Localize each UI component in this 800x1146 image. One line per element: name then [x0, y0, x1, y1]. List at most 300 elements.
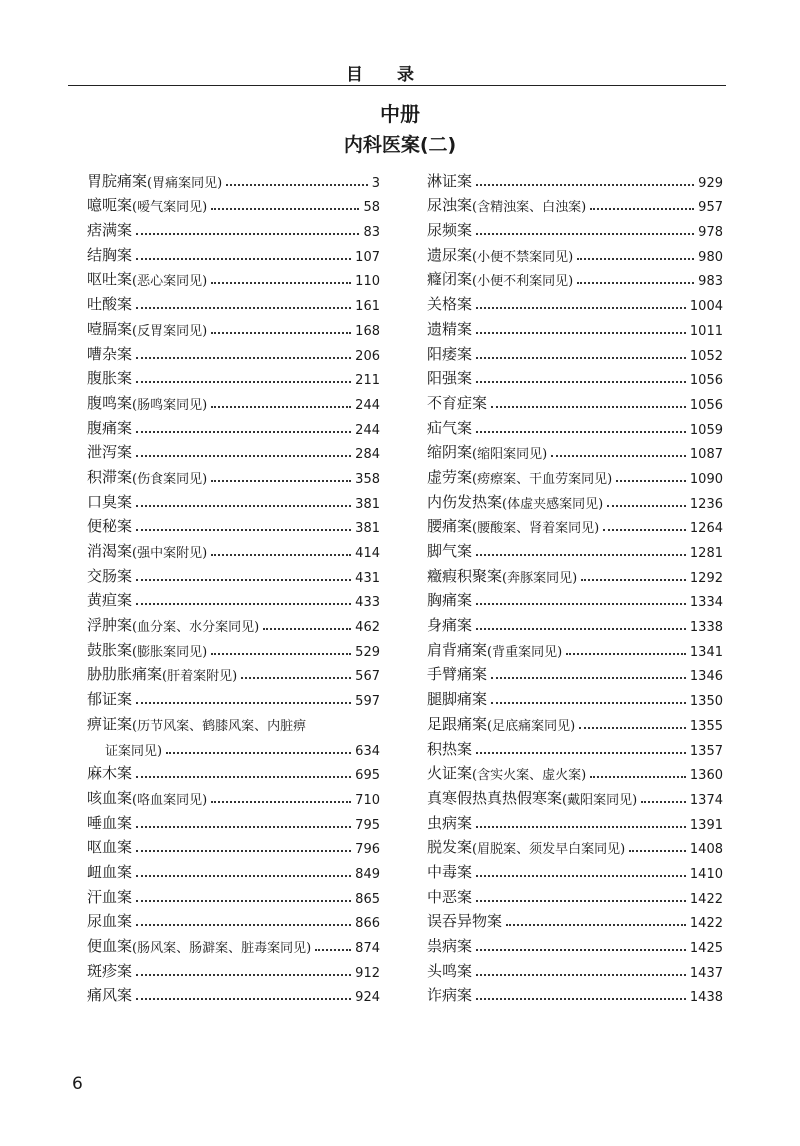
dot-leader — [476, 357, 686, 359]
entry-page-number: 1292 — [689, 570, 723, 586]
toc-entry — [427, 833, 723, 858]
toc-entry — [427, 265, 723, 290]
entry-page-number: 1056 — [689, 397, 723, 413]
dot-leader — [136, 998, 351, 1000]
entry-page-number: 1338 — [689, 620, 723, 636]
dot-leader — [476, 431, 686, 433]
dot-leader — [211, 480, 351, 482]
toc-entry — [87, 166, 380, 191]
entry-title: 痛风案 — [87, 986, 133, 1005]
entry-page-number: 83 — [363, 225, 380, 241]
toc-entry — [427, 734, 723, 759]
dot-leader — [166, 752, 351, 754]
toc-entry — [427, 339, 723, 364]
entry-note: (眉脱案、须发早白案同见) — [472, 842, 626, 858]
entry-page-number: 1236 — [689, 496, 723, 512]
entry-page-number: 1350 — [689, 694, 723, 710]
toc-entry — [87, 512, 380, 537]
entry-page-number: 1391 — [689, 817, 723, 833]
dot-leader — [211, 653, 351, 655]
entry-note: (背重案同见) — [487, 644, 563, 660]
dot-leader — [136, 455, 351, 457]
entry-page-number: 1360 — [689, 768, 723, 784]
entry-title: 胃脘痛案 — [87, 171, 148, 190]
entry-page-number: 912 — [355, 965, 380, 981]
entry-title: 衄血案 — [87, 862, 133, 881]
toc-entry — [87, 907, 380, 932]
entry-title: 腹痛案 — [87, 418, 133, 437]
entry-title: 结胸案 — [87, 245, 133, 264]
toc-left-column — [87, 166, 380, 1005]
dot-leader — [136, 307, 351, 309]
entry-title: 噎膈案 — [87, 319, 133, 338]
entry-title: 尿频案 — [427, 221, 473, 240]
toc-entry — [87, 610, 380, 635]
toc-entry — [427, 907, 723, 932]
entry-page-number: 1437 — [689, 965, 723, 981]
dot-leader — [476, 233, 694, 235]
toc-entry — [87, 586, 380, 611]
toc-entry — [427, 684, 723, 709]
entry-page-number: 1410 — [689, 866, 723, 882]
entry-page-number: 1090 — [689, 471, 723, 487]
entry-title: 误吞异物案 — [427, 912, 503, 931]
entry-page-number: 1408 — [689, 842, 723, 858]
entry-title: 斑疹案 — [87, 961, 133, 980]
entry-page-number: 284 — [355, 447, 380, 463]
entry-title: 交肠案 — [87, 566, 133, 585]
dot-leader — [211, 554, 351, 556]
toc-entry — [427, 314, 723, 339]
entry-page-number: 1059 — [689, 422, 723, 438]
dot-leader — [136, 924, 351, 926]
dot-leader — [136, 850, 351, 852]
toc-entry — [427, 783, 723, 808]
entry-title: 手臂痛案 — [427, 665, 488, 684]
dot-leader — [476, 554, 686, 556]
entry-page-number: 1011 — [689, 323, 723, 339]
dot-leader — [136, 776, 351, 778]
toc-entry — [87, 857, 380, 882]
dot-leader — [566, 653, 686, 655]
toc-entry — [427, 512, 723, 537]
toc-entry — [427, 759, 723, 784]
dot-leader — [590, 208, 694, 210]
page-number: 6 — [72, 1074, 83, 1094]
entry-page-number: 1334 — [689, 595, 723, 611]
entry-page-number: 597 — [355, 694, 380, 710]
section-title: 内科医案(二) — [343, 134, 457, 156]
entry-page-number: 244 — [355, 422, 380, 438]
dot-leader — [211, 801, 351, 803]
dot-leader — [476, 381, 686, 383]
dot-leader — [263, 628, 351, 630]
entry-title: 胸痛案 — [427, 591, 473, 610]
entry-page-number: 110 — [355, 274, 380, 290]
dot-leader — [579, 727, 686, 729]
entry-page-number: 634 — [355, 743, 380, 759]
entry-page-number: 849 — [355, 866, 380, 882]
entry-page-number: 381 — [355, 521, 380, 537]
toc-entry — [427, 462, 723, 487]
dot-leader — [641, 801, 686, 803]
entry-title: 身痛案 — [427, 616, 473, 635]
entry-title: 淋证案 — [427, 171, 473, 190]
dot-leader — [491, 406, 686, 408]
dot-leader — [491, 702, 686, 704]
entry-title: 癃闭案 — [427, 270, 473, 289]
toc-entry — [427, 586, 723, 611]
entry-title: 诈病案 — [427, 986, 473, 1005]
dot-leader — [211, 282, 351, 284]
dot-leader — [136, 826, 351, 828]
toc-entry — [427, 660, 723, 685]
dot-leader — [241, 677, 351, 679]
dot-leader — [577, 258, 694, 260]
dot-leader — [581, 579, 686, 581]
entry-title: 消渴案 — [87, 542, 133, 560]
entry-page-number: 924 — [355, 990, 380, 1006]
entry-page-number: 866 — [355, 916, 380, 932]
entry-page-number: 3 — [371, 175, 380, 191]
toc-entry — [427, 364, 723, 389]
entry-page-number: 1422 — [689, 916, 723, 932]
toc-right-column — [427, 166, 723, 1005]
dot-leader — [136, 357, 351, 359]
entry-title: 唾血案 — [87, 813, 133, 832]
entry-title: 祟病案 — [427, 937, 473, 955]
entry-title: 尿血案 — [87, 912, 133, 931]
toc-entry — [427, 956, 723, 981]
header-rule — [68, 85, 726, 86]
dot-leader — [476, 900, 686, 902]
dot-leader — [506, 924, 686, 926]
dot-leader — [211, 406, 351, 408]
dot-leader — [136, 875, 351, 877]
entry-note: (肝着案附见) — [162, 669, 238, 685]
dot-leader — [577, 282, 694, 284]
entry-page-number: 796 — [355, 842, 380, 858]
dot-leader — [226, 184, 368, 186]
entry-page-number: 980 — [698, 249, 723, 265]
entry-page-number: 1087 — [689, 447, 723, 463]
toc-entry — [427, 191, 723, 216]
toc-entry — [87, 833, 380, 858]
entry-title: 汗血案 — [87, 887, 133, 906]
toc-entry — [427, 857, 723, 882]
entry-title: 噫呃案 — [87, 196, 133, 215]
running-header: 目录 — [346, 65, 448, 85]
toc-entry — [427, 438, 723, 463]
entry-note: (奔豚案同见) — [502, 570, 578, 586]
entry-page-number: 1004 — [689, 299, 723, 315]
entry-title: 腰痛案 — [427, 517, 473, 536]
entry-title: 积热案 — [427, 739, 473, 758]
entry-title: 郁证案 — [87, 690, 133, 709]
toc-entry — [427, 215, 723, 240]
dot-leader — [476, 949, 686, 951]
dot-leader — [491, 677, 686, 679]
entry-page-number: 206 — [355, 348, 380, 364]
entry-title: 关格案 — [427, 295, 473, 314]
entry-title: 吐酸案 — [87, 295, 133, 314]
entry-title: 咳血案 — [87, 788, 133, 807]
entry-title: 阳痿案 — [427, 344, 473, 363]
dot-leader — [315, 949, 351, 951]
entry-title: 呕吐案 — [87, 270, 133, 289]
entry-title: 腹鸣案 — [87, 393, 133, 412]
entry-note: (含实火案、虚火案) — [472, 768, 587, 784]
toc-entry — [87, 364, 380, 389]
dot-leader — [476, 603, 686, 605]
dot-leader — [136, 974, 351, 976]
entry-note: (咯血案同见) — [132, 792, 208, 808]
entry-title: 鼓胀案 — [87, 640, 133, 659]
dot-leader — [136, 702, 351, 704]
toc-entry — [87, 808, 380, 833]
entry-title: 阳强案 — [427, 369, 473, 388]
entry-note: (体虚夹感案同见) — [502, 496, 604, 512]
entry-title: 中毒案 — [427, 862, 473, 881]
toc-entry — [427, 931, 723, 956]
dot-leader — [607, 505, 686, 507]
entry-title: 便秘案 — [87, 517, 133, 536]
dot-leader — [476, 332, 686, 334]
entry-title: 呕血案 — [87, 838, 133, 857]
dot-leader — [476, 875, 686, 877]
entry-page-number: 211 — [355, 373, 380, 389]
toc-entry — [427, 610, 723, 635]
entry-page-number: 1357 — [689, 743, 723, 759]
toc-entry — [87, 931, 380, 956]
entry-title: 浮肿案 — [87, 616, 133, 635]
toc-entry — [427, 536, 723, 561]
dot-leader — [616, 480, 686, 482]
toc-entry — [87, 882, 380, 907]
entry-page-number: 431 — [355, 570, 380, 586]
entry-note: (肠鸣案同见) — [132, 397, 208, 413]
toc-entry — [87, 981, 380, 1006]
toc-entry — [427, 413, 723, 438]
entry-page-number: 1425 — [689, 941, 723, 956]
toc-entry — [87, 709, 380, 734]
toc-entry — [87, 759, 380, 784]
entry-title: 尿浊案 — [427, 196, 473, 215]
entry-page-number: 957 — [698, 200, 723, 216]
entry-title: 缩阴案 — [427, 443, 473, 462]
toc-entry — [427, 388, 723, 413]
toc-entry — [87, 561, 380, 586]
dot-leader — [136, 603, 351, 605]
dot-leader — [476, 752, 686, 754]
dot-leader — [136, 233, 359, 235]
entry-note: (小便不利案同见) — [472, 274, 574, 290]
entry-note: 证案同见) — [105, 743, 163, 759]
entry-page-number: 978 — [698, 225, 723, 241]
toc-entry — [87, 413, 380, 438]
entry-page-number: 1264 — [689, 521, 723, 537]
entry-page-number: 244 — [355, 397, 380, 413]
entry-title: 黄疸案 — [87, 591, 133, 610]
dot-leader — [136, 431, 351, 433]
entry-page-number: 1281 — [689, 546, 723, 561]
entry-page-number: 1355 — [689, 718, 723, 734]
dot-leader — [136, 381, 351, 383]
entry-page-number: 161 — [355, 299, 380, 315]
toc-entry — [87, 734, 380, 759]
entry-note: (腰酸案、肾着案同见) — [472, 521, 600, 537]
dot-leader — [590, 776, 686, 778]
entry-title: 遗尿案 — [427, 245, 473, 264]
entry-note: (痨瘵案、干血劳案同见) — [472, 471, 613, 487]
entry-title: 虫病案 — [427, 813, 473, 832]
dot-leader — [211, 332, 351, 334]
toc-entry — [427, 882, 723, 907]
dot-leader — [136, 505, 351, 507]
entry-page-number: 874 — [355, 941, 380, 956]
toc-entry — [427, 709, 723, 734]
entry-title: 痞满案 — [87, 221, 133, 240]
dot-leader — [603, 529, 686, 531]
entry-note: (戴阳案同见) — [562, 792, 638, 808]
entry-page-number: 1341 — [689, 644, 723, 660]
dot-leader — [476, 974, 686, 976]
entry-note: (胃痛案同见) — [147, 175, 223, 191]
entry-title: 疝气案 — [427, 418, 473, 437]
entry-page-number: 983 — [698, 274, 723, 290]
toc-entry — [87, 289, 380, 314]
entry-page-number: 358 — [355, 471, 380, 487]
entry-page-number: 710 — [355, 792, 380, 808]
entry-page-number: 107 — [355, 249, 380, 265]
entry-note: (伤食案同见) — [132, 471, 208, 487]
toc-entry — [427, 635, 723, 660]
dot-leader — [476, 307, 686, 309]
entry-page-number: 381 — [355, 496, 380, 512]
dot-leader — [211, 208, 359, 210]
entry-page-number: 1422 — [689, 891, 723, 907]
entry-title: 嘈杂案 — [87, 344, 133, 363]
entry-title: 火证案 — [427, 764, 473, 783]
toc-entry — [87, 684, 380, 709]
entry-page-number: 929 — [698, 175, 723, 191]
entry-page-number: 567 — [355, 669, 380, 685]
entry-title: 脱发案 — [427, 838, 473, 857]
entry-title: 头鸣案 — [427, 961, 473, 980]
dot-leader — [136, 529, 351, 531]
dot-leader — [136, 579, 351, 581]
entry-page-number: 1056 — [689, 373, 723, 389]
toc-entry — [87, 536, 380, 561]
dot-leader — [476, 826, 686, 828]
toc-entry — [87, 265, 380, 290]
entry-page-number: 168 — [355, 323, 380, 339]
dot-leader — [551, 455, 686, 457]
entry-note: (缩阳案同见) — [472, 447, 548, 463]
entry-title: 口臭案 — [87, 492, 133, 511]
entry-title: 胁肋胀痛案 — [87, 665, 163, 684]
entry-page-number: 1374 — [689, 792, 723, 808]
entry-note: (血分案、水分案同见) — [132, 620, 260, 636]
entry-note: (肠风案、肠澼案、脏毒案同见) — [132, 941, 312, 956]
entry-title: 脚气案 — [427, 542, 473, 560]
volume-title: 中册 — [380, 102, 420, 126]
toc-entry — [427, 808, 723, 833]
entry-note: (膨胀案同见) — [132, 644, 208, 660]
toc-entry — [87, 191, 380, 216]
entry-title: 足跟痛案 — [427, 714, 488, 733]
entry-title: 癥瘕积聚案 — [427, 566, 503, 585]
entry-title: 腹胀案 — [87, 369, 133, 388]
toc-entry — [87, 240, 380, 265]
toc-entry — [427, 166, 723, 191]
entry-page-number: 529 — [355, 644, 380, 660]
entry-page-number: 1346 — [689, 669, 723, 685]
entry-page-number: 58 — [363, 200, 380, 216]
toc-entry — [427, 981, 723, 1006]
entry-title: 真寒假热真热假寒案 — [427, 788, 563, 807]
entry-page-number: 865 — [355, 891, 380, 907]
entry-page-number: 795 — [355, 817, 380, 833]
entry-note: (含精浊案、白浊案) — [472, 200, 587, 216]
entry-title: 便血案 — [87, 937, 133, 955]
entry-note: (小便不禁案同见) — [472, 249, 574, 265]
entry-note: (嗳气案同见) — [132, 200, 208, 216]
entry-note: (足底痛案同见) — [487, 718, 576, 734]
entry-page-number: 433 — [355, 595, 380, 611]
toc-entry — [87, 388, 380, 413]
dot-leader — [476, 998, 686, 1000]
entry-note: (历节风案、鹤膝风案、内脏痹 — [132, 718, 307, 734]
dot-leader — [476, 184, 694, 186]
toc-entry — [87, 314, 380, 339]
dot-leader — [629, 850, 686, 852]
entry-title: 泄泻案 — [87, 443, 133, 462]
entry-title: 肩背痛案 — [427, 640, 488, 659]
entry-title: 中恶案 — [427, 887, 473, 906]
dot-leader — [136, 900, 351, 902]
entry-title: 积滞案 — [87, 467, 133, 486]
toc-entry — [87, 660, 380, 685]
dot-leader — [136, 258, 351, 260]
toc-entry — [87, 956, 380, 981]
entry-title: 痹证案 — [87, 714, 133, 733]
entry-title: 内伤发热案 — [427, 492, 503, 511]
dot-leader — [476, 628, 686, 630]
toc-entry — [87, 438, 380, 463]
toc-entry — [427, 289, 723, 314]
entry-page-number: 1438 — [689, 990, 723, 1006]
entry-page-number: 1052 — [689, 348, 723, 364]
entry-title: 遗精案 — [427, 319, 473, 338]
entry-title: 虚劳案 — [427, 467, 473, 486]
toc-entry — [87, 215, 380, 240]
toc-entry — [427, 487, 723, 512]
entry-note: (恶心案同见) — [132, 274, 208, 290]
entry-title: 不育症案 — [427, 393, 488, 412]
toc-entry — [87, 462, 380, 487]
toc-entry — [87, 339, 380, 364]
entry-page-number: 414 — [355, 546, 380, 561]
toc-entry — [427, 240, 723, 265]
entry-title: 麻木案 — [87, 764, 133, 783]
entry-note: (反胃案同见) — [132, 323, 208, 339]
entry-title: 腿脚痛案 — [427, 690, 488, 709]
toc-entry — [87, 783, 380, 808]
toc-entry — [87, 635, 380, 660]
toc-entry — [87, 487, 380, 512]
toc-entry — [427, 561, 723, 586]
